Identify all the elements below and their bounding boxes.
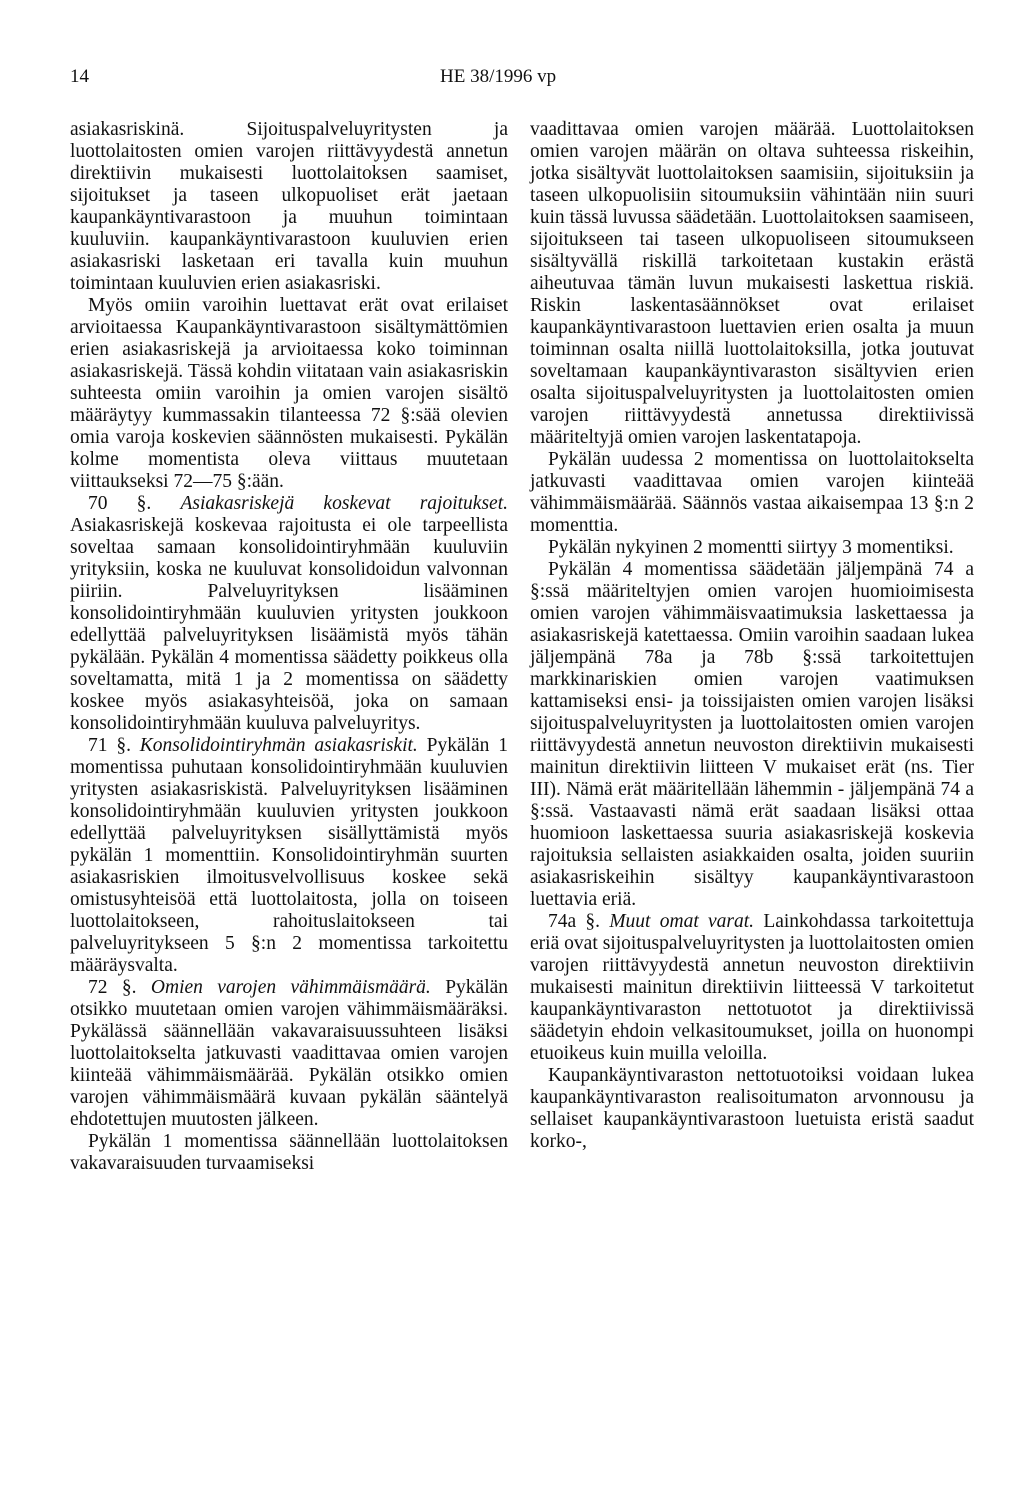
section-text: Asiakasriskejä koskevaa rajoitusta ei ole tarpeellista soveltaa samaan konsolidointiryhmään kuuluviin yrityksiin, koska ne kuuluvat konsolidoidun valvonnan piiriin. Palveluyrityksen lisääminen konsolidointiryhmään kuuluvien yritysten joukkoon edellyttää palveluyrityksen lisäämistä myös tähän pykälään. Pykälän 4 momentissa säädetty poikkeus olla soveltamatta, mitä 1 ja 2 momentissa on säädetty koskee myös asiakasyhteisöä, joka on samaan konsolidointiryhmään kuuluva palveluyritys. <box>70 515 508 734</box>
body-paragraph: vaadittavaa omien varojen määrää. Luottolaitoksen omien varojen määrän on oltava suhteessa riskeihin, jotka sisältyvät luottolaitoksen saamisiin, sijoituksiin ja taseen ulkopuolisiin sitoumuksiin vähintään niin suuri kuin tässä luvussa säädetään. Luottolaitoksen saamiseen, sijoitukseen tai taseen ulkopuoliseen sitoumukseen sisältyvällä riskillä tarkoitetaan kustakin erästä aiheutuvaa tämän luvun mukaisesti laskettua riskiä. Riskin laskentasäännökset ovat erilaiset kaupankäyntivarastoon luettavien erien osalta ja muun toiminnan osalta niillä luottolaitoksilla, jotka joutuvat soveltamaan kaupankäyntivaraston sisältyvien erien osalta sijoituspalveluyritysten ja luottolaitosten omien varojen riittävyydestä annetussa direktiivissä määriteltyjä omien varojen laskentatapoja. <box>530 119 974 448</box>
section-paragraph <box>70 493 508 735</box>
body-paragraph: Pykälän uudessa 2 momentissa on luottolaitokselta jatkuvasti vaadittavaa omien varojen kiinteää vähimmäismäärää. Säännös vastaa aikaisempaa 13 §:n 2 momenttia. <box>530 449 974 536</box>
body-paragraph: Kaupankäyntivaraston nettotuotoiksi voidaan lukea kaupankäyntivaraston realisoitumaton arvonnousu ja sellaiset kaupankäyntivarastoon luetuista eristä saadut korko-, <box>530 1065 974 1152</box>
body-paragraph: Pykälän nykyinen 2 momentti siirtyy 3 momentiksi. <box>548 537 954 558</box>
section-title: Konsolidointiryhmän asiakasriskit. <box>139 735 418 756</box>
section-title: Asiakasriskejä koskevat rajoitukset. <box>180 493 509 514</box>
section-text: Lainkohdassa tarkoitettuja eriä ovat sijoituspalveluyritysten ja luottolaitosten omien varojen riittävyydestä annetun neuvoston direktiivin mukaisesti mainitun direktiivin liitteessä V tarkoitetut kaupankäyntivaraston nettotuotot ja direktiivissä säädetyin ehdoin velkasitoumukset, joilla on huonompi etuoikeus kuin muilla veloilla. <box>530 911 975 1064</box>
section-number: 74a §. <box>548 911 601 932</box>
body-paragraph: Pykälän 4 momentissa säädetään jäljempänä 74 a §:ssä määriteltyjen omien varojen huomioimisesta omien varojen vähimmäisvaatimuksia laskettaessa ja asiakasriskejä katettaessa. Omiin varoihin saadaan lukea jäljempänä 78a ja 78b §:ssä tarkoitettujen markkinariskien omien varojen vaatimuksen kattamiseksi ensi- ja toissijaisten omien varojen lisäksi sijoituspalveluyritysten ja luottolaitosten omien varojen riittävyydestä annetun neuvoston direktiivin mukaisesti mainitun direktiivin liitteen V mukaiset erät (ns. Tier III). Nämä erät määritellään lähemmin - jäljempänä 74 a §:ssä. Vastaavasti nämä erät saadaan lisäksi ottaa huomioon laskettaessa suuria asiakasriskejä koskevia rajoituksia sellaisten asiakkaiden osalta, joiden suuriin asiakasriskeihin sisältyy kaupankäyntivarastoon luettavia eriä. <box>530 559 974 910</box>
section-title: Muut omat varat. <box>609 911 755 932</box>
section-paragraph <box>530 911 974 1065</box>
section-number: 72 §. <box>88 977 137 998</box>
section-number: 70 §. <box>88 493 152 514</box>
body-paragraph: asiakasriskinä. Sijoituspalveluyritysten ja luottolaitosten omien varojen riittävyydestä annetun direktiivin mukaisesti luottolaitoksen saamiset, sijoitukset ja taseen ulkopuoliset erät jaetaan kaupankäyntivarastoon ja muuhun toimintaan kuuluviin. kaupankäyntivarastoon kuuluvien erien asiakasriski lasketaan eri tavalla kuin muuhun toimintaan kuuluvien erien asiakasriski. <box>70 119 508 294</box>
section-text: Pykälän 1 momentissa puhutaan konsolidointiryhmään kuuluvien yritysten asiakasriskistä. Palveluyrityksen lisääminen konsolidointiryhmään kuuluvien yritysten joukkoon edellyttää palveluyrityksen sisällyttämistä myös pykälän 1 momenttiin. Konsolidointiryhmän suurten asiakasriskien ilmoitusvelvollisuus koskee sekä omistusyhteisöä että luottolaitosta, jolla on toiseen luottolaitokseen, rahoituslaitokseen tai palveluyritykseen 5 §:n 2 momentissa tarkoitettu määräysvalta. <box>70 735 508 976</box>
section-number: 71 §. <box>88 735 131 756</box>
section-paragraph <box>70 977 508 1131</box>
page-header <box>70 66 950 96</box>
body-paragraph: Myös omiin varoihin luettavat erät ovat erilaiset arvioitaessa Kaupankäyntivarastoon sisältymättömien erien asiakasriskejä ja arvioitaessa koko toiminnan asiakasriskejä. Tässä kohdin viitataan vain asiakasriskin suhteesta omiin varoihin ja omien varojen sisältö määräytyy kummassakin tilanteessa 72 §:sää olevien omia varoja koskevien säännösten mukaisesti. Pykälän kolme momentista oleva viittaus muutetaan viittaukseksi 72—75 §:ään. <box>70 295 508 492</box>
document-id: HE 38/1996 vp <box>440 66 557 87</box>
page-number: 14 <box>70 66 89 87</box>
section-title: Omien varojen vähimmäismäärä. <box>150 977 431 998</box>
section-paragraph <box>70 735 508 977</box>
body-paragraph: Pykälän 1 momentissa säännellään luottolaitoksen vakavaraisuuden turvaamiseksi <box>70 1131 508 1174</box>
section-text: Pykälän otsikko muutetaan omien varojen vähimmäismääräksi. Pykälässä säännellään vakavaraisuussuhteen lisäksi luottolaitokselta jatkuvasti vaadittavaa omien varojen kiinteää vähimmäismäärää. Pykälän otsikko omien varojen vähimmäismäärä kuvaan pykälän sääntelyä ehdotettujen muutosten jälkeen. <box>70 977 509 1130</box>
right-column <box>530 119 974 1153</box>
left-column <box>70 119 508 1175</box>
